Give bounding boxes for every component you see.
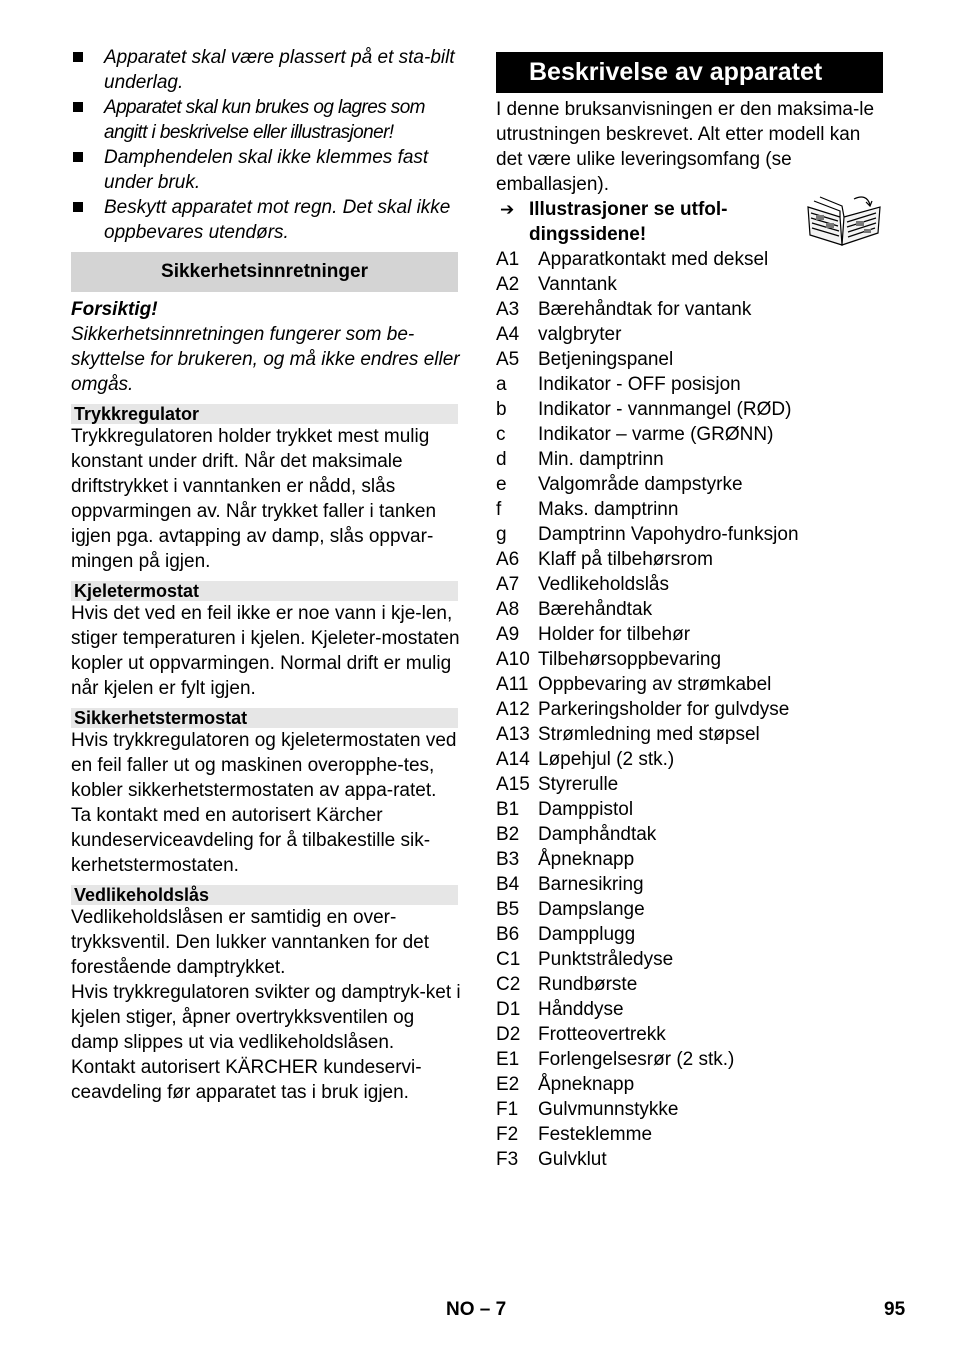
- component-label: Gulvmunnstykke: [538, 1099, 679, 1120]
- bullet-item: Beskytt apparatet mot regn. Det skal ikke oppbevares utendørs.: [71, 195, 461, 245]
- paragraph: Vedlikeholdslåsen er samtidig en over-trykksventil. Den lukker vanntanken for det forestående damptrykket.: [71, 907, 430, 978]
- component-label: Damphåndtak: [538, 824, 657, 845]
- illustration-note: [496, 197, 884, 247]
- component-item: [496, 397, 884, 422]
- component-list: [496, 247, 884, 1172]
- component-item: [496, 447, 884, 472]
- bullet-item: Apparatet skal kun brukes og lagres som angitt i beskrivelse eller illustrasjoner!: [71, 95, 461, 145]
- component-label: Valgområde dampstyrke: [538, 474, 743, 495]
- component-label: Damptrinn Vapohydro-funksjon: [538, 524, 799, 545]
- component-item: [496, 422, 884, 447]
- paragraph: Trykkregulatoren holder trykket mest mulig konstant under drift. Når det maksimale driftstrykket i vanntanken er nådd, slås oppvarmingen av. Når trykket faller i tanken igjen pga. avtapping av damp, slås oppvar-mingen på igjen.: [71, 426, 437, 572]
- component-item: [496, 322, 884, 347]
- square-bullet-icon: [73, 102, 83, 112]
- component-label: Rundbørste: [538, 974, 638, 995]
- component-code: B5: [496, 899, 520, 920]
- component-code: F2: [496, 1124, 519, 1145]
- component-code: D2: [496, 1024, 521, 1045]
- component-item: [496, 572, 884, 597]
- component-item: [496, 672, 884, 697]
- component-code: B4: [496, 874, 520, 895]
- component-label: Klaff på tilbehørsrom: [538, 549, 713, 570]
- component-item: [496, 872, 884, 897]
- component-item: [496, 1072, 884, 1097]
- component-item: [496, 647, 884, 672]
- component-item: [496, 497, 884, 522]
- component-item: [496, 272, 884, 297]
- component-code: A6: [496, 549, 520, 570]
- component-label: Vanntank: [538, 274, 617, 295]
- component-label: Dampslange: [538, 899, 645, 920]
- left-column: [71, 45, 461, 1105]
- component-item: [496, 247, 884, 272]
- component-label: Gulvklut: [538, 1149, 607, 1170]
- square-bullet-icon: [73, 202, 83, 212]
- component-label: Damppistol: [538, 799, 634, 820]
- component-code: e: [496, 474, 507, 495]
- component-label: Parkeringsholder for gulvdyse: [538, 699, 790, 720]
- component-item: [496, 347, 884, 372]
- component-item: [496, 847, 884, 872]
- component-item: [496, 372, 884, 397]
- component-label: Strømledning med støpsel: [538, 724, 760, 745]
- paragraph: Hvis trykkregulatoren og kjeletermostaten ved en feil faller ut og maskinen overopphe-tes, kobler sikkerhetstermostaten av appa-ratet. Ta kontakt med en autorisert Kärcher kundeserviceavdeling for å tilbakestille sik-kerhetstermostaten.: [71, 730, 457, 876]
- component-code: g: [496, 524, 507, 545]
- component-item: [496, 822, 884, 847]
- component-code: A3: [496, 299, 520, 320]
- component-code: F1: [496, 1099, 519, 1120]
- component-label: Styrerulle: [538, 774, 619, 795]
- component-label: Barnesikring: [538, 874, 644, 895]
- component-code: B1: [496, 799, 520, 820]
- main-heading: Beskrivelse av apparatet: [496, 52, 883, 93]
- component-item: [496, 1022, 884, 1047]
- component-label: Betjeningspanel: [538, 349, 674, 370]
- component-item: [496, 547, 884, 572]
- component-code: A12: [496, 699, 530, 720]
- component-item: [496, 622, 884, 647]
- component-item: [496, 747, 884, 772]
- component-label: Holder for tilbehør: [538, 624, 691, 645]
- component-code: B2: [496, 824, 520, 845]
- component-code: A2: [496, 274, 520, 295]
- subsection-heading-sikkerhetstermostat: Sikkerhetstermostat: [71, 708, 458, 728]
- bullet-item: Apparatet skal være plassert på et sta-bilt underlag.: [71, 45, 461, 95]
- component-label: Frotteovertrekk: [538, 1024, 666, 1045]
- component-code: A8: [496, 599, 520, 620]
- component-label: Festeklemme: [538, 1124, 653, 1145]
- component-item: [496, 297, 884, 322]
- component-code: A13: [496, 724, 530, 745]
- component-item: [496, 697, 884, 722]
- component-code: c: [496, 424, 506, 445]
- component-item: [496, 897, 884, 922]
- component-label: valgbryter: [538, 324, 622, 345]
- component-label: Åpneknapp: [538, 849, 635, 870]
- component-item: [496, 772, 884, 797]
- component-label: Bærehåndtak for vantank: [538, 299, 752, 320]
- component-code: f: [496, 499, 502, 520]
- caution-title: Forsiktig!: [71, 299, 158, 320]
- component-code: A5: [496, 349, 520, 370]
- component-code: B3: [496, 849, 520, 870]
- component-label: Maks. damptrinn: [538, 499, 679, 520]
- component-code: A11: [496, 674, 529, 695]
- component-item: [496, 597, 884, 622]
- caution-text: Sikkerhetsinnretningen fungerer som be-skyttelse for brukeren, og må ikke endres eller omgås.: [71, 324, 460, 395]
- book-icon: [802, 193, 884, 247]
- component-code: A4: [496, 324, 520, 345]
- subsection-heading-trykkregulator: Trykkregulator: [71, 404, 458, 424]
- paragraph: Hvis trykkregulatoren svikter og damptryk-ket i kjelen stiger, åpner overtrykksventilen og damp slippes ut via vedlikeholdslåsen. Kontakt autorisert KÄRCHER kundeservi-ceavdeling før apparatet tas i bruk igjen.: [71, 982, 461, 1103]
- component-code: F3: [496, 1149, 519, 1170]
- component-label: Bærehåndtak: [538, 599, 653, 620]
- component-code: b: [496, 399, 507, 420]
- component-label: Punktstråledyse: [538, 949, 674, 970]
- subsection-heading-vedlikeholdslas: Vedlikeholdslås: [71, 885, 458, 905]
- component-label: Indikator – varme (GRØNN): [538, 424, 774, 445]
- component-label: Dampplugg: [538, 924, 636, 945]
- component-item: [496, 722, 884, 747]
- component-label: Indikator - OFF posisjon: [538, 374, 741, 395]
- component-label: Apparatkontakt med deksel: [538, 249, 769, 270]
- illustration-note-text: Illustrasjoner se utfol-dingssidene!: [529, 199, 728, 245]
- component-code: C1: [496, 949, 521, 970]
- component-code: A15: [496, 774, 530, 795]
- page-footer-label: NO – 7: [446, 1299, 507, 1320]
- arrow-icon: ➔: [500, 200, 515, 219]
- component-label: Min. damptrinn: [538, 449, 664, 470]
- component-label: Indikator - vannmangel (RØD): [538, 399, 792, 420]
- bullet-item: Damphendelen skal ikke klemmes fast under bruk.: [71, 145, 461, 195]
- component-code: B6: [496, 924, 520, 945]
- component-item: [496, 1047, 884, 1072]
- component-code: A7: [496, 574, 520, 595]
- component-label: Oppbevaring av strømkabel: [538, 674, 772, 695]
- right-column: [496, 45, 884, 1172]
- component-item: [496, 972, 884, 997]
- page-number: 95: [884, 1299, 906, 1320]
- component-code: D1: [496, 999, 521, 1020]
- component-label: Vedlikeholdslås: [538, 574, 669, 595]
- component-label: Løpehjul (2 stk.): [538, 749, 675, 770]
- component-item: [496, 947, 884, 972]
- component-item: [496, 922, 884, 947]
- square-bullet-icon: [73, 52, 83, 62]
- component-code: A9: [496, 624, 520, 645]
- component-code: A10: [496, 649, 530, 670]
- component-label: Hånddyse: [538, 999, 624, 1020]
- component-item: [496, 797, 884, 822]
- component-code: C2: [496, 974, 521, 995]
- component-item: [496, 1097, 884, 1122]
- component-code: E2: [496, 1074, 520, 1095]
- square-bullet-icon: [73, 152, 83, 162]
- component-code: a: [496, 374, 507, 395]
- component-code: A1: [496, 249, 520, 270]
- component-item: [496, 997, 884, 1022]
- component-code: d: [496, 449, 507, 470]
- safety-bullet-list: [71, 45, 461, 245]
- component-label: Tilbehørsoppbevaring: [538, 649, 722, 670]
- component-code: A14: [496, 749, 530, 770]
- component-item: [496, 1147, 884, 1172]
- component-label: Forlengelsesrør (2 stk.): [538, 1049, 735, 1070]
- subsection-heading-kjeletermostat: Kjeletermostat: [71, 581, 458, 601]
- component-label: Åpneknapp: [538, 1074, 635, 1095]
- section-heading: Sikkerhetsinnretninger: [71, 252, 458, 292]
- component-item: [496, 1122, 884, 1147]
- component-code: E1: [496, 1049, 520, 1070]
- component-item: [496, 522, 884, 547]
- component-item: [496, 472, 884, 497]
- paragraph: Hvis det ved en feil ikke er noe vann i kje-len, stiger temperaturen i kjelen. Kjeleter-mostaten kopler ut oppvarmingen. Normal drift er mulig når kjelen er fylt igjen.: [71, 603, 460, 699]
- intro-paragraph: I denne bruksanvisningen er den maksima-le utrustningen beskrevet. Alt etter modell kan det være ulike leveringsomfang (se emballasjen).: [496, 99, 875, 195]
